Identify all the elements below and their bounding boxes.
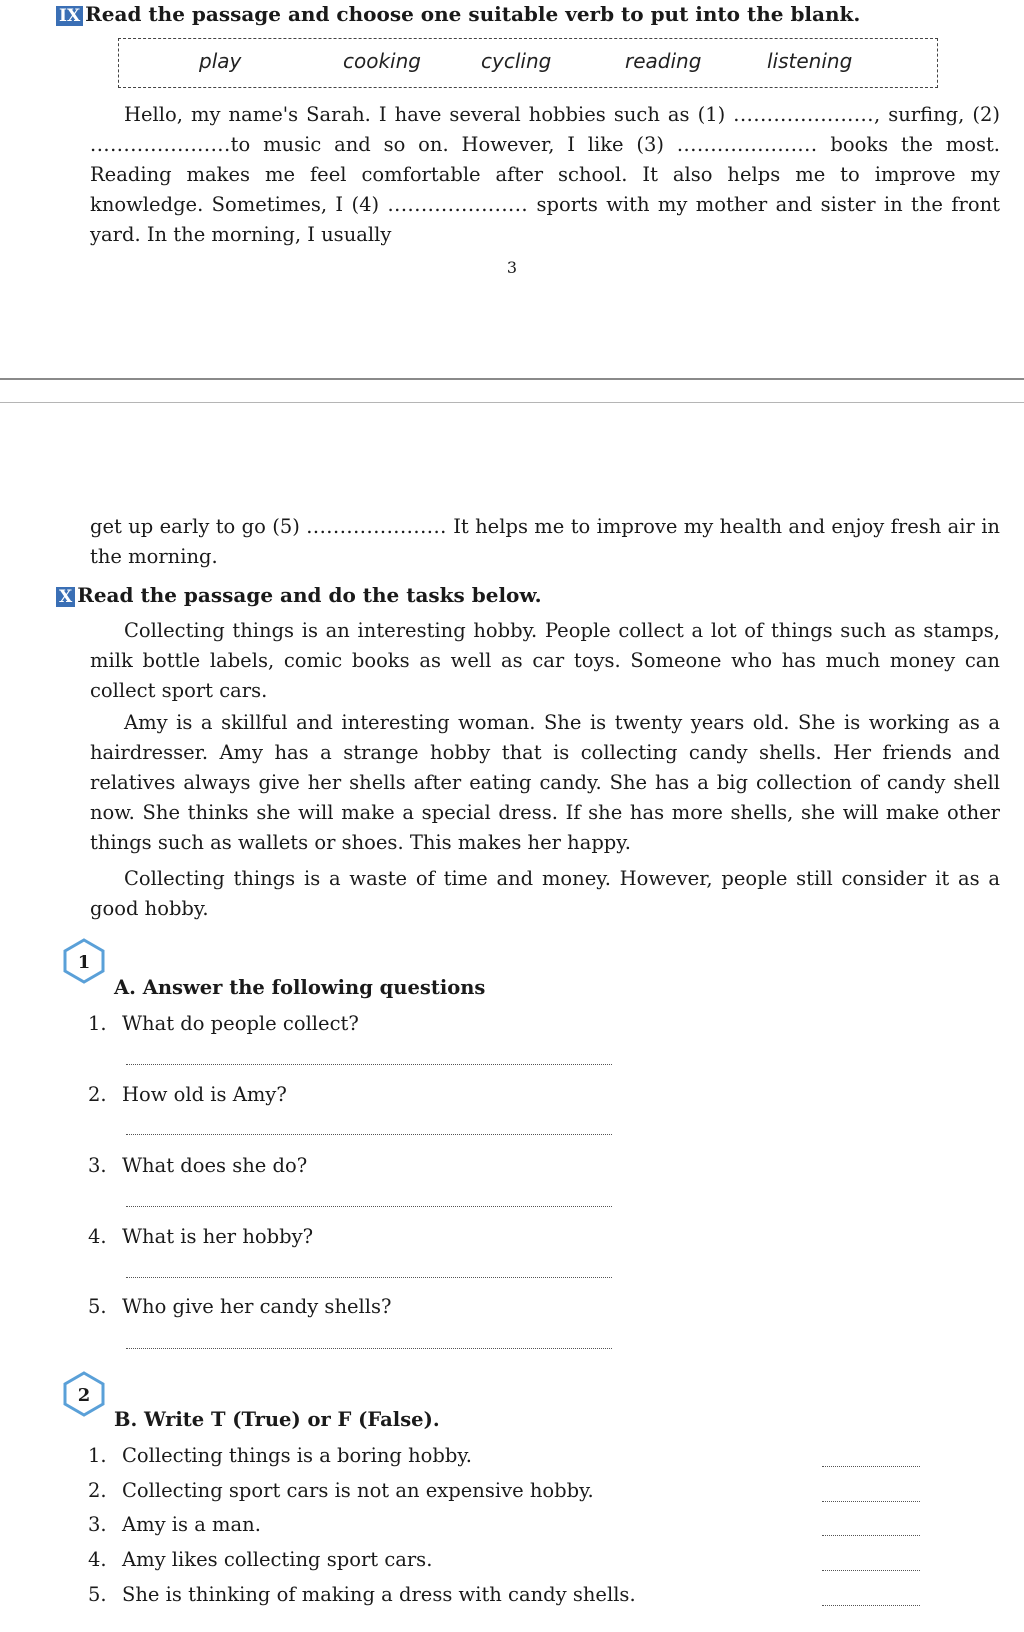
statement-item — [88, 1583, 636, 1606]
badge-number: 1 — [77, 952, 91, 973]
exercise-10-paragraph: Collecting things is an interesting hobby. People collect a lot of things such as stamps, milk bottle labels, comic books as well as car toys. Someone who has much money can collect sport cars. — [90, 619, 1000, 702]
passage-text: books the most. Reading makes me feel comfortable after school. It also helps me to improve my knowledge. Sometimes, I (4) — [90, 133, 1000, 216]
statement-text: Collecting things is a boring hobby. — [122, 1444, 472, 1467]
badge-number: 2 — [77, 1385, 91, 1406]
exercise-9-heading — [56, 2, 860, 26]
statement-item — [88, 1548, 432, 1571]
page-break-divider — [0, 378, 1024, 380]
question-text: How old is Amy? — [122, 1083, 287, 1106]
blank-5[interactable]: ..................... — [306, 515, 447, 538]
passage-text: sports with my mother and sister in the front yard. In the morning, I usually — [90, 193, 1000, 246]
true-false-answer-line[interactable] — [822, 1570, 920, 1571]
word-option: cooking — [343, 49, 421, 73]
question-number: 1. — [88, 1012, 107, 1035]
word-option: reading — [625, 49, 702, 73]
passage-text: to music and so on. However, I like (3) — [230, 133, 665, 156]
word-option: play — [199, 49, 242, 73]
exercise-10-heading — [56, 583, 542, 607]
statement-item — [88, 1513, 261, 1536]
question-number: 3. — [88, 1154, 107, 1177]
question-text: What do people collect? — [122, 1012, 359, 1035]
statement-item — [88, 1479, 594, 1502]
statement-number: 2. — [88, 1479, 107, 1502]
word-option: listening — [767, 49, 853, 73]
true-false-answer-line[interactable] — [822, 1466, 920, 1467]
question-text: What is her hobby? — [122, 1225, 314, 1248]
exercise-9-instruction: Read the passage and choose one suitable verb to put into the blank. — [85, 2, 861, 26]
blank-1[interactable]: ..................... — [733, 103, 874, 126]
passage-text: get up early to go (5) — [90, 515, 300, 538]
page-number: 3 — [506, 258, 518, 277]
page-break-divider — [0, 402, 1024, 403]
blank-2[interactable]: ..................... — [90, 133, 231, 156]
question-text: Who give her candy shells? — [122, 1295, 392, 1318]
question-item — [88, 1225, 313, 1248]
statement-number: 4. — [88, 1548, 107, 1571]
true-false-answer-line[interactable] — [822, 1501, 920, 1502]
passage-text: It helps me to improve my health and enjoy fresh air in the morning. — [90, 515, 1000, 568]
question-item — [88, 1083, 287, 1106]
statement-text: Amy likes collecting sport cars. — [122, 1548, 433, 1571]
exercise-10-paragraph: Amy is a skillful and interesting woman. She is twenty years old. She is working as a hairdresser. Amy has a strange hobby that is collecting candy shells. Her friends and relatives always give her shells after eating candy. She has a big collection of candy shell now. She thinks she will make a special dress. If she has more shells, she will make other things such as wallets or shoes. This makes her happy. — [90, 711, 1000, 854]
word-option: cycling — [481, 49, 552, 73]
part-b-title: B. Write T (True) or F (False). — [114, 1408, 440, 1431]
statement-text: She is thinking of making a dress with candy shells. — [122, 1583, 636, 1606]
exercise-9-number: IX — [56, 6, 83, 26]
answer-line[interactable] — [126, 1348, 612, 1349]
hexagon-badge-icon — [60, 937, 108, 985]
statement-number: 5. — [88, 1583, 107, 1606]
passage-text: , surfing, (2) — [873, 103, 1000, 126]
statement-number: 1. — [88, 1444, 107, 1467]
answer-line[interactable] — [126, 1064, 612, 1065]
statement-item — [88, 1444, 472, 1467]
answer-line[interactable] — [126, 1206, 612, 1207]
question-number: 4. — [88, 1225, 107, 1248]
exercise-10-paragraph: Collecting things is a waste of time and money. However, people still consider it as a good hobby. — [90, 867, 1000, 920]
passage-text: Hello, my name's Sarah. I have several hobbies such as (1) — [124, 103, 726, 126]
question-number: 2. — [88, 1083, 107, 1106]
question-text: What does she do? — [122, 1154, 308, 1177]
question-item — [88, 1012, 359, 1035]
true-false-answer-line[interactable] — [822, 1535, 920, 1536]
blank-3[interactable]: ..................... — [676, 133, 818, 156]
answer-line[interactable] — [126, 1277, 612, 1278]
exercise-9-passage — [90, 100, 1000, 250]
part-a-title: A. Answer the following questions — [114, 976, 486, 999]
question-number: 5. — [88, 1295, 107, 1318]
exercise-10-instruction: Read the passage and do the tasks below. — [77, 583, 542, 607]
true-false-answer-line[interactable] — [822, 1605, 920, 1606]
exercise-10-number: X — [56, 587, 75, 607]
statement-text: Amy is a man. — [122, 1513, 261, 1536]
question-item — [88, 1295, 391, 1318]
statement-number: 3. — [88, 1513, 107, 1536]
exercise-9-passage-continued — [90, 512, 1000, 572]
word-options-box — [118, 38, 938, 88]
blank-4[interactable]: ..................... — [387, 193, 529, 216]
statement-text: Collecting sport cars is not an expensive hobby. — [122, 1479, 594, 1502]
hexagon-badge-icon — [60, 1370, 108, 1418]
question-item — [88, 1154, 307, 1177]
answer-line[interactable] — [126, 1134, 612, 1135]
